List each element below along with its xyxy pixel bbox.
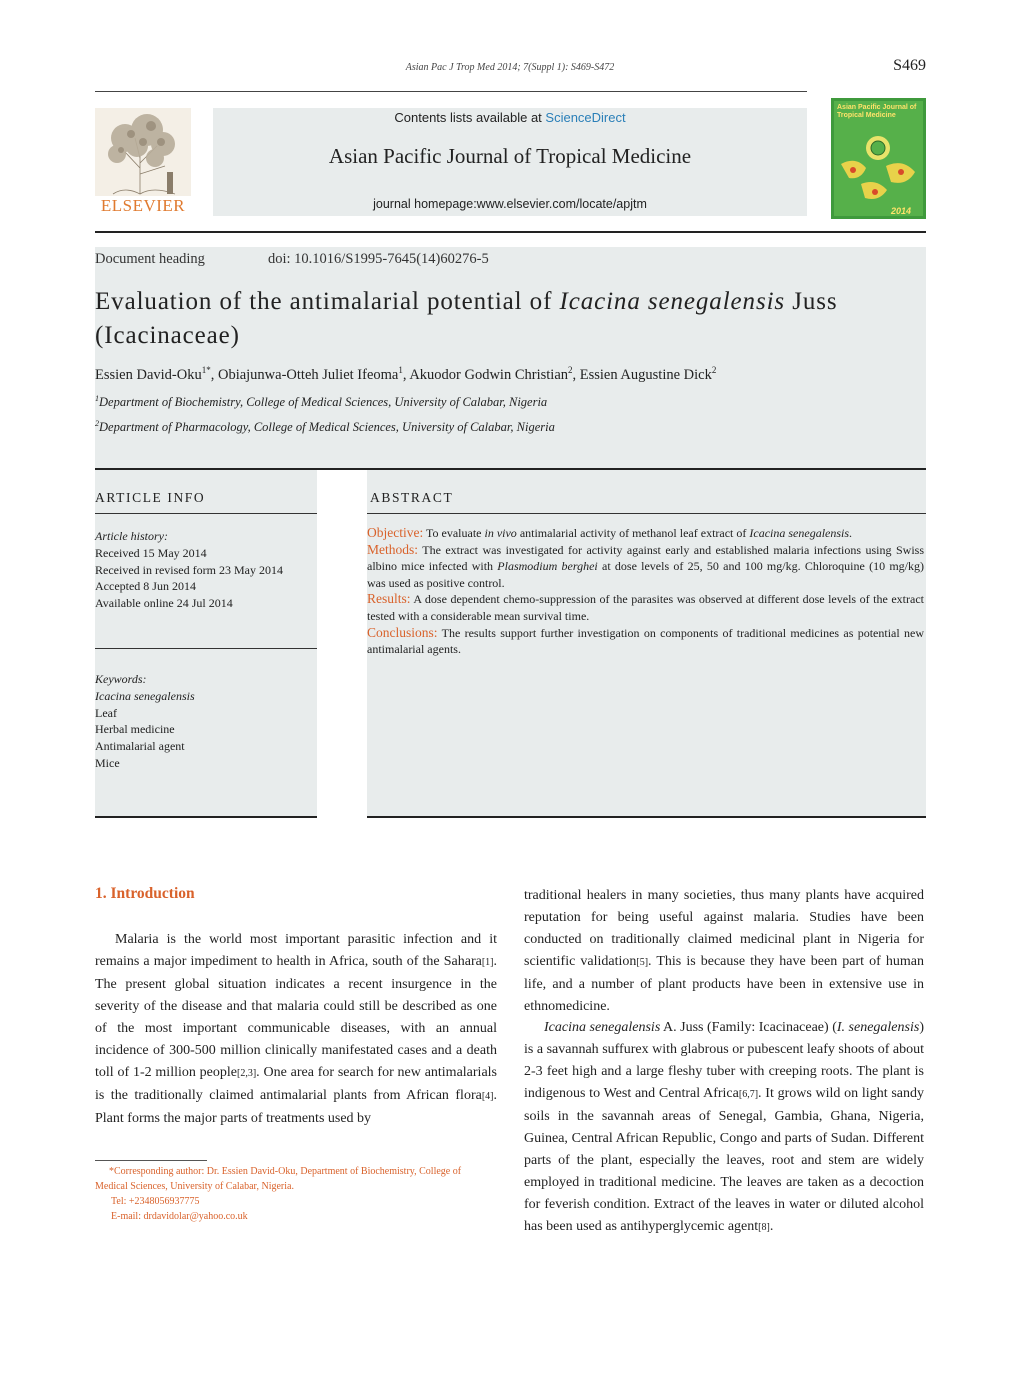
title-panel bbox=[95, 247, 926, 468]
journal-cover-thumbnail bbox=[831, 98, 926, 219]
abstract-text: Objective: To evaluate in vivo antimalarial activity of methanol leaf extract of Icacina senegalensis. Methods: The extract was investigated for activity against early and established malaria infections using Swiss albino mice infected with Plasmodium berghei at dose levels of 25, 50 and 100 mg/kg. Chloroquine (10 mg/kg) was used as positive control. Results: A dose dependent chemo-suppression of the parasites was observed at different dose levels of the extract tested with a considerable mean survival time. Conclusions: The results support further investigation on components of traditional medicines as potential new antimalarial agents. bbox=[367, 525, 924, 657]
article-title: Evaluation of the antimalarial potential of Icacina senegalensis Juss (Icacinaceae) bbox=[95, 288, 838, 349]
history-item: Received in revised form 23 May 2014 bbox=[95, 562, 283, 577]
doi[interactable]: doi: 10.1016/S1995-7645(14)60276-5 bbox=[268, 251, 489, 267]
keyword: Antimalarial agent bbox=[95, 739, 185, 754]
footnote-rule bbox=[95, 1160, 207, 1161]
corresponding-author-footnote bbox=[95, 1164, 495, 1224]
history-item: Accepted 8 Jun 2014 bbox=[95, 579, 196, 594]
page-number: S469 bbox=[893, 57, 926, 74]
affiliation: $^1$Department of Biochemistry, College of Medical Sciences, University of Calabar, Nigeria bbox=[95, 394, 548, 410]
affiliation: $^2$Department of Pharmacology, College of Medical Sciences, University of Calabar, Nigeria bbox=[95, 419, 555, 435]
abstract-rule bbox=[367, 513, 926, 514]
journal-title: Asian Pacific Journal of Tropical Medicine bbox=[328, 144, 692, 168]
history-label: Article history: bbox=[95, 529, 168, 543]
contents-line: Contents lists available at ScienceDirect bbox=[394, 110, 626, 125]
article-info-bottom-rule bbox=[95, 816, 317, 818]
article-info-rule bbox=[95, 513, 317, 514]
citation[interactable]: [1] bbox=[481, 957, 494, 968]
article-history bbox=[95, 528, 283, 612]
journal-masthead bbox=[213, 108, 807, 216]
conclusions-heading: Conclusions: bbox=[367, 624, 438, 640]
email[interactable]: E-mail: drdavidolar@yahoo.co.uk bbox=[111, 1211, 248, 1222]
results-heading: Results: bbox=[367, 591, 411, 607]
citation[interactable]: [2,3] bbox=[237, 1068, 257, 1079]
keyword: Herbal medicine bbox=[95, 722, 175, 737]
citation[interactable]: [4] bbox=[481, 1091, 494, 1102]
elsevier-logo bbox=[95, 108, 191, 218]
author: Essien Augustine Dick$^2$ bbox=[579, 365, 717, 383]
author: Essien David-Oku$^{1*}$, bbox=[95, 365, 218, 383]
introduction-paragraph: traditional healers in many societies, thus many plants have acquired reputation for being useful against malaria. Studies have been conducted on traditionally claimed medicinal plant in Nigeria for scientific validation[5]. This is because they have been part of human life, and a number of plant products have been in extensive use in ethnomedicine. bbox=[524, 888, 924, 1014]
keyword: Icacina senegalensis bbox=[95, 688, 195, 703]
author: Obiajunwa-Otteh Juliet Ifeoma$^1$, bbox=[217, 365, 410, 383]
keyword: Leaf bbox=[95, 705, 117, 720]
elsevier-wordmark: ELSEVIER bbox=[100, 196, 186, 215]
introduction-paragraph: Icacina senegalensis A. Juss (Family: Icacinaceae) (I. senegalensis) is a savannah suffurex with glabrous or pubescent leafy shoots of about 2-3 feet high and a large fleshy tuber with creeping roots. The plant is indigenous to West and Central Africa[6,7]. It grows wild on light sandy soils in the savannah areas of Senegal, Gambia, Ghana, Nigeria, Guinea, Central African Republic, Congo and parts of Sudan. Different parts of the plant, especially the leaves, root and stem are widely employed in traditional medicine. The leaves are taken as a decoction for feverish condition. Extract of the leaves in water or diluted alcohol has been used as antihyperglycemic agent[8]. bbox=[524, 1020, 924, 1234]
cover-year: 2014 bbox=[891, 206, 912, 216]
keywords-label: Keywords: bbox=[95, 672, 147, 686]
objective-heading: Objective: bbox=[367, 525, 424, 540]
abstract-panel bbox=[367, 470, 926, 816]
keywords-rule bbox=[95, 648, 317, 649]
journal-homepage[interactable]: journal homepage:www.elsevier.com/locate/apjtm bbox=[373, 197, 647, 211]
corresponding-author: *Corresponding author: Dr. Essien David-Oku, Department of Biochemistry, College of Medical Sciences, University of Calabar, Nigeria. bbox=[95, 1166, 462, 1192]
header-rule bbox=[95, 231, 926, 233]
history-item: Available online 24 Jul 2014 bbox=[95, 596, 233, 611]
sciencedirect-link[interactable]: ScienceDirect bbox=[545, 110, 626, 125]
abstract-label: ABSTRACT bbox=[370, 490, 454, 505]
title-species: Icacina senegalensis bbox=[559, 288, 786, 315]
top-rule bbox=[95, 91, 807, 92]
citation[interactable]: [6,7] bbox=[738, 1089, 759, 1100]
citation[interactable]: [8] bbox=[758, 1222, 770, 1233]
telephone: Tel: +2348056937775 bbox=[111, 1196, 200, 1207]
introduction-paragraph: Malaria is the world most important parasitic infection and it remains a major impediment to health in Africa, south of the Sahara[1]. The present global situation indicates a recent insurgence in the severity of the disease and that malaria could still be described as one of the most important communicable diseases, with an annual incidence of 300-500 million clinically manifestated cases and a death toll of 1-2 million people[2,3]. One area for search for new antimalarials is the traditionally claimed antimalarial plants from African flora[4]. Plant forms the major parts of treatments used by bbox=[95, 932, 497, 1126]
introduction-heading: 1. Introduction bbox=[95, 885, 195, 902]
article-info-panel bbox=[95, 470, 317, 816]
author-list bbox=[95, 365, 926, 384]
keywords bbox=[95, 671, 195, 772]
abstract-bottom-rule bbox=[367, 816, 926, 818]
history-item: Received 15 May 2014 bbox=[95, 545, 207, 560]
methods-heading: Methods: bbox=[367, 541, 419, 557]
citation[interactable]: [5] bbox=[636, 957, 649, 968]
article-info-label: ARTICLE INFO bbox=[95, 490, 206, 505]
author: Akuodor Godwin Christian$^2$, bbox=[409, 365, 580, 383]
document-heading: Document heading bbox=[95, 251, 205, 267]
cover-title: Asian Pacific Journal of Tropical Medicine bbox=[837, 104, 917, 119]
running-head: Asian Pac J Trop Med 2014; 7(Suppl 1): S469-S472 bbox=[405, 62, 615, 73]
keyword: Mice bbox=[95, 755, 120, 770]
